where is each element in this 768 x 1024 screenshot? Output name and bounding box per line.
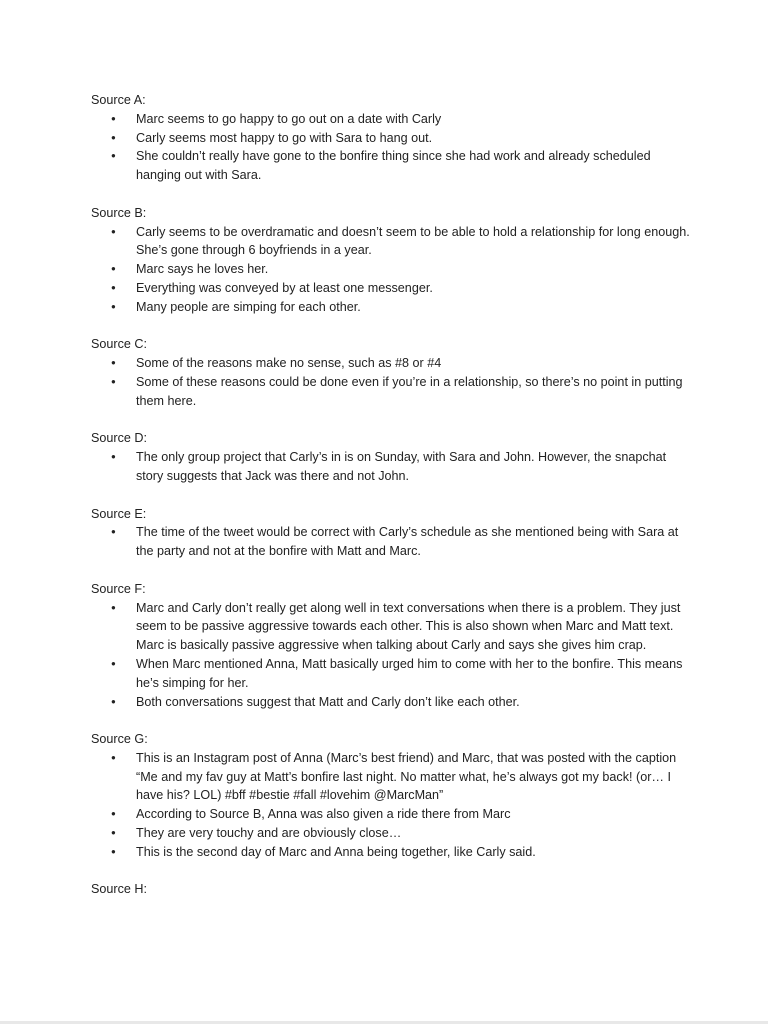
source-heading: Source B: (91, 205, 147, 220)
bullet-item: ● Marc seems to go happy to go out on a date with Carly (91, 110, 691, 129)
source-section (91, 730, 691, 862)
source-heading: Source G: (91, 732, 148, 747)
bullet-list (91, 523, 691, 561)
bullet-list (91, 448, 691, 486)
bullet-item: ● Marc and Carly don’t really get along well in text conversations when there is a problem. They just seem to be passive aggressive towards each other. This is also shown when Marc and Matt text. Marc is basically passive aggressive when talking about Carly and says she gives him crap. (91, 599, 691, 655)
bullet-item: ● Carly seems most happy to go with Sara to hang out. (91, 129, 691, 148)
bullet-item: ● They are very touchy and are obviously close… (91, 824, 691, 843)
source-section (91, 204, 691, 317)
source-section (91, 429, 691, 485)
bullet-item: ● She couldn’t really have gone to the bonfire thing since she had work and already scheduled hanging out with Sara. (91, 147, 691, 185)
source-section (91, 580, 691, 712)
source-heading: Source E: (91, 506, 147, 521)
bullet-item: ● Some of the reasons make no sense, such as #8 or #4 (91, 354, 691, 373)
bullet-item: ● According to Source B, Anna was also given a ride there from Marc (91, 805, 691, 824)
bullet-item: ● This is an Instagram post of Anna (Marc’s best friend) and Marc, that was posted with the caption “Me and my fav guy at Matt’s bonfire last night. No matter what, he’s always got my back! (or… I have his? LOL) #bff #bestie #fall #lovehim @MarcMan” (91, 749, 691, 805)
bullet-item: ● Carly seems to be overdramatic and doesn’t seem to be able to hold a relationship for long enough. She’s gone through 6 boyfriends in a year. (91, 223, 691, 261)
source-section (91, 505, 691, 561)
bullet-list (91, 599, 691, 712)
bullet-list (91, 110, 691, 185)
bullet-list (91, 354, 691, 410)
source-heading: Source H: (91, 882, 147, 897)
bullet-item: ● When Marc mentioned Anna, Matt basically urged him to come with her to the bonfire. This means he’s simping for her. (91, 655, 691, 693)
source-section (91, 91, 691, 185)
bullet-item: ● Some of these reasons could be done even if you’re in a relationship, so there’s no point in putting them here. (91, 373, 691, 411)
document-body (91, 91, 691, 918)
source-section (91, 335, 691, 410)
bullet-list (91, 223, 691, 317)
source-heading: Source D: (91, 431, 147, 446)
source-heading: Source C: (91, 337, 147, 352)
source-heading: Source A: (91, 93, 146, 107)
source-section (91, 880, 691, 899)
bullet-item: ● The only group project that Carly’s in is on Sunday, with Sara and John. However, the snapchat story suggests that Jack was there and not John. (91, 448, 691, 486)
bullet-item: ● This is the second day of Marc and Anna being together, like Carly said. (91, 843, 691, 862)
bullet-item: ● Both conversations suggest that Matt and Carly don’t like each other. (91, 693, 691, 712)
source-heading: Source F: (91, 581, 146, 596)
bullet-item: ● Many people are simping for each other. (91, 298, 691, 317)
bullet-item: ● Marc says he loves her. (91, 260, 691, 279)
bullet-list (91, 749, 691, 862)
bullet-item: ● Everything was conveyed by at least one messenger. (91, 279, 691, 298)
bullet-item: ● The time of the tweet would be correct with Carly’s schedule as she mentioned being with Sara at the party and not at the bonfire with Matt and Marc. (91, 523, 691, 561)
